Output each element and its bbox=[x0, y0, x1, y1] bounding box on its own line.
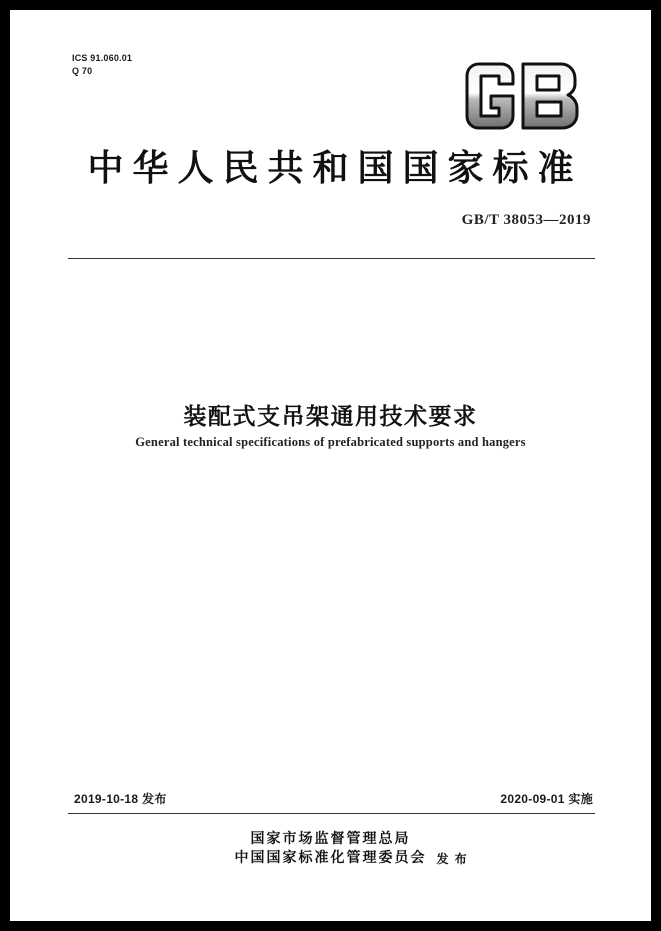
standard-number: GB/T 38053—2019 bbox=[461, 212, 591, 228]
standard-cover-page bbox=[10, 10, 651, 921]
publisher-block bbox=[10, 830, 651, 868]
ics-code: ICS 91.060.01 bbox=[72, 53, 133, 63]
publisher-line-1: 国家市场监督管理总局 bbox=[250, 831, 411, 847]
effective-date: 2020-09-01 实施 bbox=[500, 792, 593, 806]
ccs-code: Q 70 bbox=[72, 66, 93, 76]
publisher-release-label: 发 布 bbox=[436, 852, 468, 866]
publisher-line-2: 中国国家标准化管理委员会 bbox=[234, 850, 427, 866]
gb-emblem-icon bbox=[465, 60, 595, 132]
document-title-english: General technical specifications of prefabricated supports and hangers bbox=[135, 435, 526, 449]
header-divider bbox=[68, 258, 595, 259]
issue-date: 2019-10-18 发布 bbox=[74, 792, 167, 806]
document-title-chinese: 装配式支吊架通用技术要求 bbox=[183, 403, 478, 430]
ics-classification-block bbox=[72, 52, 132, 78]
footer-divider bbox=[68, 813, 595, 814]
national-standard-title: 中华人民共和国国家标准 bbox=[87, 147, 583, 189]
